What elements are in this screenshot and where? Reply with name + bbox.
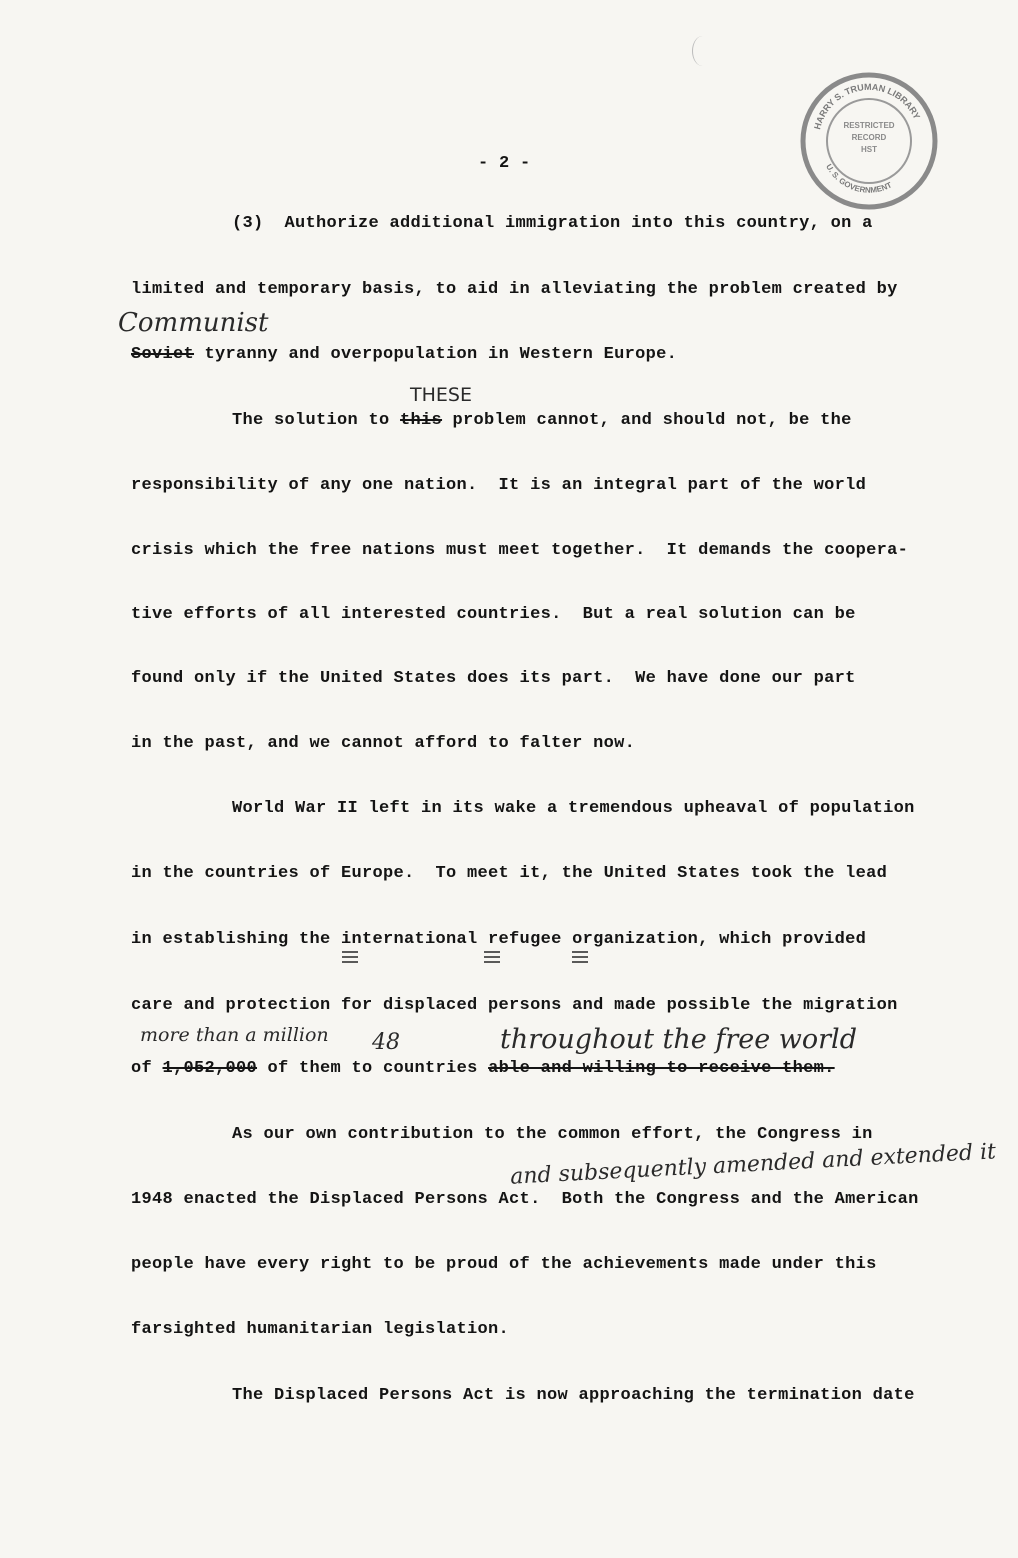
paragraph-line: As our own contribution to the common effort, the Congress in	[232, 1125, 873, 1144]
svg-text:HARRY S. TRUMAN LIBRARY: HARRY S. TRUMAN LIBRARY	[812, 81, 923, 131]
paragraph-line: in establishing the international refugee organization, which provided	[131, 930, 867, 949]
pencil-mark	[692, 36, 713, 66]
paragraph-line: The Displaced Persons Act is now approaching the termination date	[232, 1386, 915, 1405]
struck-text: 1,052,000	[162, 1059, 258, 1078]
paragraph-line: (3) Authorize additional immigration into this country, on a	[232, 214, 873, 233]
paragraph-line: in the past, and we cannot afford to falter now.	[131, 734, 636, 753]
paragraph-line: The solution to this problem cannot, and should not, be the	[232, 411, 852, 430]
library-stamp	[798, 70, 940, 212]
paragraph-line: World War II left in its wake a tremendous upheaval of population	[232, 799, 915, 818]
handwritten-insertion: THESE	[410, 384, 472, 406]
handwritten-insertion: throughout the free world	[500, 1024, 857, 1055]
paragraph-line: tive efforts of all interested countries. But a real solution can be	[131, 605, 856, 624]
handwritten-insertion: 48	[372, 1030, 400, 1055]
paragraph-line: farsighted humanitarian legislation.	[131, 1320, 510, 1339]
paragraph-line: people have every right to be proud of the achievements made under this	[131, 1255, 877, 1274]
paragraph-line: responsibility of any one nation. It is an integral part of the world	[131, 476, 867, 495]
struck-text: able and willing to receive them.	[488, 1059, 835, 1078]
handwritten-insertion: Communist	[118, 308, 269, 338]
paragraph-line: crisis which the free nations must meet together. It demands the coopera-	[131, 541, 909, 560]
handwritten-insertion: more than a million	[140, 1024, 329, 1046]
proofreading-marks	[340, 948, 600, 970]
paragraph-line: Soviet tyranny and overpopulation in Western Europe.	[131, 345, 678, 364]
paragraph-line: in the countries of Europe. To meet it, the United States took the lead	[131, 864, 888, 883]
paragraph-line: care and protection for displaced persons and made possible the migration	[131, 996, 898, 1015]
handwritten-insertion: and subsequently amended and extended it	[509, 1139, 997, 1190]
svg-text:HST: HST	[861, 145, 877, 154]
page-number: - 2 -	[478, 154, 531, 173]
svg-text:RECORD: RECORD	[851, 133, 887, 142]
svg-text:U. S. GOVERNMENT: U. S. GOVERNMENT	[824, 162, 894, 195]
struck-text: Soviet	[131, 345, 195, 364]
paragraph-line: of 1,052,000 of them to countries able and willing to receive them.	[131, 1059, 835, 1078]
paragraph-line: limited and temporary basis, to aid in alleviating the problem created by	[131, 280, 898, 299]
svg-text:RESTRICTED: RESTRICTED	[843, 121, 895, 130]
struck-text: this	[400, 411, 443, 430]
paragraph-line: found only if the United States does its part. We have done our part	[131, 669, 856, 688]
paragraph-line: 1948 enacted the Displaced Persons Act. Both the Congress and the American	[131, 1190, 919, 1209]
